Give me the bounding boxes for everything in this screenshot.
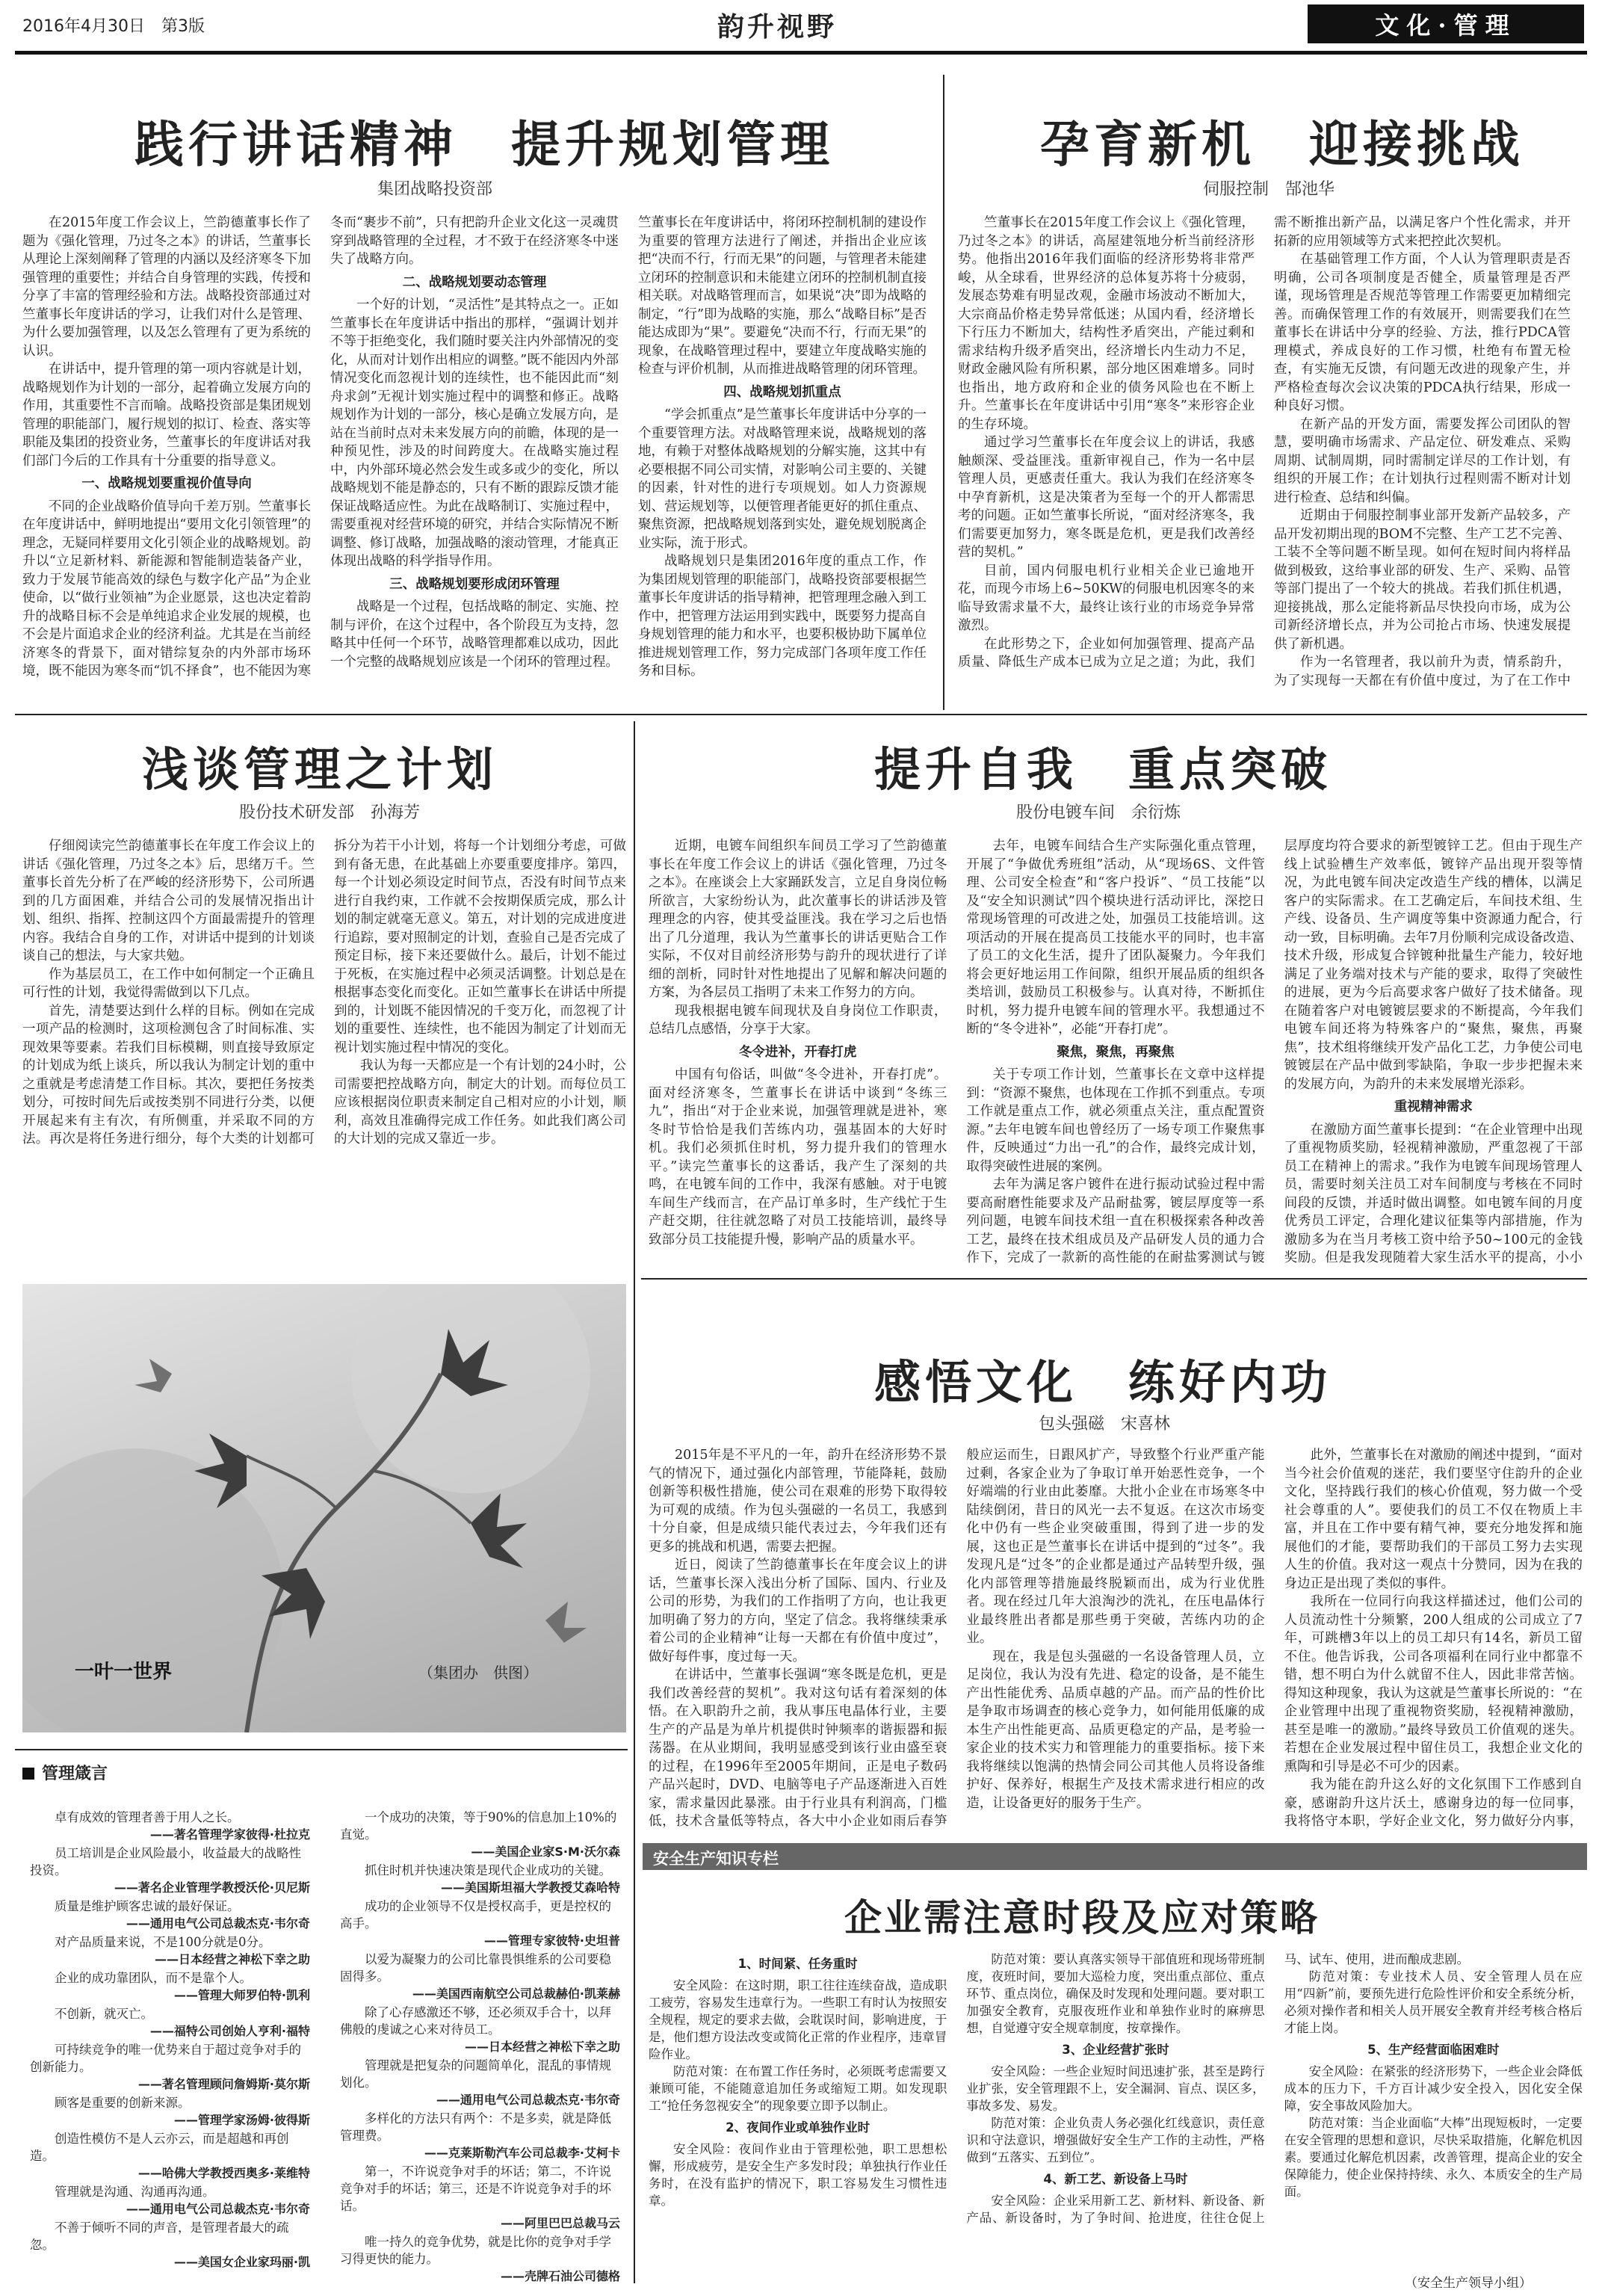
- photo-credit: （集团办 供图）: [418, 1664, 538, 1682]
- paragraph: 安全风险：在紧张的经济形势下，一些企业会降低成本的压力下，千方百计减少安全投入，因化安全保障，安全事故风险加大。: [1284, 2064, 1583, 2113]
- paragraph: 作为基层员工，在工作中如何制定一个正确且可行性的计划，我觉得需做到以下几点。: [22, 966, 315, 1000]
- byline-a1: 集团战略投资部: [377, 180, 493, 199]
- safety-column-bar: [643, 1843, 1587, 1870]
- subheading: 聚焦，聚焦，再聚焦: [1057, 1044, 1175, 1060]
- subheading: 四、战略规划抓重点: [723, 384, 841, 400]
- quote-text: 多样化的方法只有两个：不是多卖，就是降低管理费。: [340, 2111, 611, 2143]
- paragraph: 安全风险：在这时期，职工往往连续奋战，造成职工疲劳，容易发生违章行为。一些职工有时认为按照安全规程，规定的要求去做，会耽误时间，影响进度，于是，他们想方设法改变或简化正常的作业程序，违章冒险作业。: [649, 1978, 947, 2061]
- byline-a5: 包头强磁 宋喜林: [1039, 1415, 1171, 1434]
- paragraph: 2015年是不平凡的一年，韵升在经济形势不景气的情况下，通过强化内部管理，节能降耗，鼓励创新等积极性措施，使公司在艰难的形势下取得较为可观的成绩。作为包头强磁的一名员工，我感到十分自豪，但是成绩只能代表过去，今年我们还有更多的挑战和机遇，需要去把握。: [649, 1448, 947, 1555]
- quote-author: ——壳牌石油公司德格: [500, 2269, 620, 2283]
- paragraph: 通过学习竺董事长在年度会议上的讲话，我感触颇深、受益匪浅。重新审视自己，作为一名中层管理人员，更感责任重大。我认为我们在经济寒冬中孕育新机，这是决策者为至每一个的开人都需思考的问题。正如竺董事长所说，“面对经济寒冬，我们需要更加努力，寒冬既是危机，更是我们改善经营的契机。”: [958, 435, 1255, 560]
- headline-a2: 孕育新机 迎接挑战: [1040, 116, 1524, 173]
- headline-a5: 感悟文化 练好内功: [874, 1355, 1332, 1410]
- paragraph: 关于专项工作计划，竺董事长在文章中这样提到：“资源不聚焦，也体现在工作抓不到重点。专项工作就是重点工作，就必须重点关注，重点配置资源。”去年电镀车间也曾经历了一场专项工作聚焦事件，反映通过“力出一孔”的合作，最终完成计划，取得突破性进展的案例。: [966, 1067, 1265, 1174]
- section-label: 文化·管理: [1375, 11, 1517, 40]
- quote-author: ——阿里巴巴总裁马云: [500, 2216, 620, 2230]
- paragraph: 防范对策：当企业面临“大棒”出现短板时，一定要在安全管理的思想和意识，尽快采取措施，化解危机因素。要通过化解危机因素，改善管理，提高企业的安全保障能力，使企业保持持续、永久、本质安全的生产局面。: [1284, 2116, 1583, 2199]
- quote-author: ——克莱斯勒汽车公司总裁李·艾柯卡: [424, 2146, 620, 2160]
- photo-title: 一叶一世界: [75, 1661, 173, 1683]
- quote-author: ——哈佛大学教授西奥多·莱维特: [137, 2166, 310, 2180]
- quote-author: ——美国斯坦福大学教授艾森哈特: [440, 1880, 620, 1895]
- subheading: 4、新工艺、新设备上马时: [1043, 2172, 1188, 2186]
- quote-text: 质量是维护顾客忠诚的最好保证。: [55, 1899, 240, 1913]
- paragraph: 去年为满足客户镀件在进行振动试验过程中需要高耐磨性能要求及产品耐盐雾，镀层厚度等一系列问题，电镀车间技术组一直在积极探索各种改善工艺，最终在技术组成员及产品研发人员的通力合作下，完成了一款新的高性能的在耐盐雾测试与镀层厚度均符合要求的新型镀锌工艺。但由于现生产线上试验槽生产效率低，镀锌产品出现开裂等情况，为此电镀车间决定改造生产线的槽体，以满足客户的实际需求。在工艺确定后，车间技术组、生产线、设备员、生产调度等集中资源通力配合，行动一致，目标明确。去年7月份顺利完成设备改造、技术升级，形成复合锌镀种批量生产能力，较好地满足了业务端对技术与产能的要求，取得了突破性的进展，更为今后高要求客户做好了技术储备。现在随着客户对电镀镀层要求的不断提高，今年我们电镀车间还将为特殊客户的“聚焦，聚焦，再聚焦”，技术组将继续开发产品化工艺，力争使公司电镀镀层在产品中做到零缺陷，争取一步步把握未来的发展方向，为韵升的未来发展增光添彩。: [966, 839, 1583, 1265]
- quote-text: 员工培训是企业风险最小，收益最大的战略性投资。: [30, 1846, 301, 1877]
- subheading: 3、企业经营扩张时: [1062, 2043, 1169, 2057]
- article-a6-body: [649, 1951, 1583, 2268]
- subheading: 重视精神需求: [1394, 1099, 1473, 1114]
- byline-a4: 股份电镀车间 余衍炼: [1016, 803, 1181, 822]
- safety-column-label: 安全生产知识专栏: [653, 1850, 779, 1868]
- header-rule: [15, 51, 1587, 55]
- quote-author: ——福特公司创始人亨利·福特: [149, 2024, 310, 2038]
- section-badge: [1308, 4, 1584, 43]
- headline-a1: 践行讲话精神 提升规划管理: [134, 116, 834, 173]
- paragraph: 我所在一位同行向我这样描述过，他们公司的人员流动性十分频繁，200人组成的公司成立了7年，可跳槽3年以上的员工却只有14名，新员工留不住。他告诉我，公司各项福利在同行业中都靠不错，想不明白为什么就留不住人，因此非常苦恼。得知这种现象，我认为这就是竺董事长所说的：“在企业管理中出现了重视物资奖励，轻视精神激励，甚至是唯一的激励。”最终导致员工价值观的迷失。若想在企业发展过程中留住员工，我想企业文化的熏陶和引导是必不可少的因素。: [1284, 1594, 1583, 1774]
- headline-a4: 提升自我 重点突破: [874, 742, 1332, 797]
- quote-author: ——日本经营之神松下幸之助: [154, 1952, 310, 1966]
- byline-a3: 股份技术研发部 孙海芳: [239, 803, 421, 822]
- paragraph: 近期，电镀车间组织车间员工学习了竺韵德董事长在年度工作会议上的讲话《强化管理，乃过冬之本》。在座谈会上大家踊跃发言，立足自身岗位畅所欲言，大家纷纷认为，此次董事长的讲话涉及管理理念的内容，使其受益匪浅。我在学习之后也悟出了几分道理，我认为竺董事长的讲话更贴合工作实际，不仅对目前经济形势与韵升的现状进行了详细的剖析，同时针对性地提出了见解和解决问题的方案，为各层员工指明了未来工作努力的方向。: [649, 839, 947, 1000]
- quote-text: 对产品质量来说，不是100分就是0分。: [55, 1935, 271, 1949]
- paragraph: 竺董事长在2015年度工作会议上《强化管理，乃过冬之本》的讲话，高屋建瓴地分析当前经济形势。他指出2016年我们面临的经济形势将非常严峻，从全球看，世界经济的总体复苏将十分疲弱，发展态势难有明显改观，金融市场波动不断加大，大宗商品价格走势异常低迷；从国内看，经济增长下行压力不断加大，结构性矛盾突出，产能过剩和需求结构升级矛盾突出，经济增长内生动力不足，财政金融风险有所积累，部分地区困难增多。同时也指出，地方政府和企业的债务风险也在不断上升。竺董事长在年度讲话中引用“寒冬”来形容企业的生存环境。: [958, 215, 1255, 432]
- subheading: 2、夜间作业或单独作业时: [726, 2120, 870, 2135]
- quote-author: ——著名企业管理学教授沃伦·贝尼斯: [114, 1880, 310, 1895]
- paragraph: 我认为每一天都应是一个有计划的24小时，公司需要把控战略方向，制定大的计划。而每位员工应该根据岗位职责来制定自己相对应的小计划，顺利，高效且准确得完成工作任务。如此我们离公司的大计划的完成又靠近一步。: [334, 1058, 626, 1147]
- paragraph: 在激励方面竺董事长提到：“在企业管理中出现了重视物质奖励，轻视精神激励，严重忽视了干部员工在精神上的需求。”我作为电镀车间现场管理人员，需要时刻关注员工对车间制度与考核在不同时间段的反馈，并适时做出调整。如电镀车间的月度优秀员工评定，合理化建议征集等内部措施，作为激励多为在当月考核工资中给予50~100元的金钱奖励。但是我发现随着大家生活水平的提高，小小: [1284, 1122, 1583, 1265]
- quote-text: 企业的成功靠团队，而不是靠个人。: [55, 1971, 252, 1985]
- headline-a3: 浅谈管理之计划: [142, 742, 498, 797]
- quote-text: 一个成功的决策，等于90%的信息加上10%的直觉。: [340, 1810, 617, 1842]
- divider-row2: [641, 1278, 1587, 1280]
- subheading: 二、战略规划要动态管理: [402, 274, 547, 290]
- article-a2-body: [958, 214, 1571, 707]
- paragraph: 中国有句俗话，叫做“冬令进补，开春打虎”。面对经济寒冬，竺董事长在讲话中谈到“冬练三九”，指出“对于企业来说，加强管理就是进补，寒冬时节恰恰是我们苦练内功，强基固本的大好时机。我们必须抓住时机，努力提升我们的管理水平。”读完竺董事长的这番话，我产生了深刻的共鸣，在电镀车间的工作中，我深有感触。对于电镀车间生产线而言，在产品订单多时，生产线忙于生产赶交期，往往就忽略了对员工技能培训，最终导致部分员工技能提升慢，影响产品的质量水平。: [649, 1067, 947, 1247]
- paragraph: 我为能在韵升这么好的文化氛围下工作感到自豪，感谢韵升这片沃土，感谢身边的每一位同事，我将恪守本职，学好企业文化，努力做好分内事，: [1284, 1777, 1583, 1829]
- subheading: 一、战略规划要重视价值导向: [81, 476, 252, 491]
- headline-a6: 企业需注意时段及应对策略: [844, 1896, 1320, 1939]
- quote-author: ——管理专家彼特·史坦普: [483, 1934, 620, 1948]
- divider-quotes: [15, 1749, 628, 1750]
- article-a4-body: [649, 837, 1583, 1271]
- subheading: 冬令进补，开春打虎: [738, 1044, 857, 1060]
- quote-author: ——美国西南航空公司总裁赫伯·凯莱赫: [412, 1987, 620, 2001]
- quote-text: 第一，不许说竞争对手的坏话；第二，不许说竞争对手的坏话；第三，还是不许说竞争对手的坏话。: [340, 2164, 611, 2213]
- paragraph: 仔细阅读完竺韵德董事长在年度工作会议上的讲话《强化管理，乃过冬之本》后，思绪万千。竺董事长首先分析了在严峻的经济形势下，公司所遇到的几方面困难，并结合公司的发展情况指出计划、组织、指挥、控制这四个方面最需提升的管理内容。我结合自身的工作，对讲话中提到的计划谈谈自己的想法，与大家共勉。: [22, 839, 315, 963]
- paragraph: 防范对策：要认真落实领导干部值班和现场带班制度，夜班时间，要加大巡检力度，突出重点部位、重点环节、重点岗位，确保及时发现和处理问题。要对职工加强安全教育，克服夜班作业和单独作业时的麻痹思想，自觉遵守安全规章制度，按章操作。: [966, 1952, 1265, 2035]
- subheading: 5、生产经营面临困难时: [1367, 2043, 1500, 2057]
- paragraph: 在此形势之下，企业如何加强管理、提高产品质量、降低生产成本已成为立足之道；为此，我们需不断推出新产品，以满足客户个性化需求，并开拓新的应用领域等方式来把控此次契机。: [958, 215, 1571, 670]
- paragraph: 安全风险：一些企业短时间迅速扩张，甚至是跨行业扩张，安全管理跟不上，安全漏洞、盲点、误区多，事故多发、易发。: [966, 2064, 1265, 2113]
- divider-mid: [634, 721, 635, 2283]
- quote-text: 管理就是沟通、沟通再沟通。: [55, 2185, 215, 2199]
- quote-text: 管理就是把复杂的问题简单化，混乱的事情规划化。: [340, 2058, 611, 2090]
- article-a5-body: [649, 1446, 1583, 1835]
- subheading: 1、时间紧、任务重时: [737, 1957, 858, 1971]
- square-bullet-icon: [22, 1768, 34, 1780]
- quote-text: 唯一持久的竞争优势，就是比你的竞争对手学习得更快的能力。: [340, 2235, 611, 2266]
- paper-name: 韵升视野: [717, 11, 838, 43]
- quote-text: 以爱为凝聚力的公司比靠畏惧维系的公司要稳固得多。: [340, 1952, 611, 1984]
- quote-text: 卓有成效的管理者善于用人之长。: [55, 1810, 240, 1824]
- paragraph: 不同的企业战略价值导向千差万别。竺董事长在年度讲话中，鲜明地提出“要用文化引领管理”的理念，无疑同样要用文化引领企业的战略规划。韵升以“立足新材料、新能源和智能制造装备产业，致力于发展节能高效的绿色与数字化产品”为企业使命，以“做行业领袖”为企业愿景，这也决定着韵升的战略目标不会是单纯追求企业发展的规模，也不会是片面追求企业的经济利益。尤其是在当前经济寒冬的背景下，面对错综复杂的内外部市场环境，既不能因为寒冬而“饥不择食”，也不能因为寒冬而“裹步不前”，只有把韵升企业文化这一灵魂贯穿到战略管理的全过程，才不致于在经济寒冬中迷失了战略方向。: [22, 215, 619, 679]
- quotes-list: [30, 1809, 620, 2287]
- quote-author: ——通用电气公司总裁杰克·韦尔奇: [126, 1916, 310, 1931]
- paragraph: 此外，竺董事长在对激励的阐述中提到，“面对当今社会价值观的迷茫，我们要坚守住韵升的企业文化，坚持践行我们的核心价值观，努力做一个受社会尊重的人”。要使我们的员工不仅在物质上丰富，并且在工作中要有精气神，要充分地发挥和施展他们的才能，要帮助我们的干部员工努力去实现人生的价值。我对这一观点十分赞同，因为在我的身边正是出现了类似的事件。: [1284, 1448, 1583, 1591]
- paragraph: 在讲话中，竺董事长强调“寒冬既是危机，更是我们改善经营的契机”。我对这句话有着深刻的体悟。在入职韵升之前，我从事压电晶体行业，主要生产的产品是为单片机提供时钟频率的谐振器和振荡器。在从业期间，我明显感受到该行业由盛至衰的过程，在1996年至2005年期间，正是电子数码产品兴起时，DVD、电脑等电子产品逐渐进入百姓家，需求量因此暴涨。由于行业具有利润高，门槛低，技术含量低等特点，各大中小企业如雨后春笋般应运而生，日跟风扩产，导致整个行业严重产能过剩，各家企业为了争取订单开始恶性竞争，一个好端端的行业由此萎靡。大批小企业在市场寒冬中陆续倒闭，昔日的风光一去不复返。在这次市场变化中仍有一些企业突破重围，得到了进一步的发展，这也正是竺董事长在讲话中提到的“过冬”。我发现凡是“过冬”的企业都是通过产品转型升级，强化内部管理等措施最终脱颖而出，成为行业优胜者。现在经过几年大浪淘沙的洗礼，在压电晶体行业最终胜出者都是那些勇于突破，苦练内功的企业。: [649, 1448, 1265, 1829]
- divider-row1: [15, 714, 1587, 715]
- paragraph: 在基础管理工作方面，个人认为管理职责是否明确，公司各项制度是否健全，质量管理是否严谨，现场管理是否规范等管理工作需要更加精细完善。而确保管理工作的有效展开，则需要我们在竺董事长在讲话中分享的经验、方法，推行PDCA管理模式，养成良好的工作习惯，杜绝有布置无检查，有实施无反馈，有问题无改进的现象产生，并严格检查每次会议决策的PDCA执行结果，形成一种良好习惯。: [1274, 252, 1571, 413]
- paragraph: 近日，阅读了竺韵德董事长在年度会议上的讲话，竺董事长深入浅出分析了国际、国内、行业及公司的形势，为我们的工作指明了方向，也让我更加明确了努力的方向，坚定了信念。我将继续秉承着公司的企业精神“让每一天都在有价值中度过”，做好每件事，度过每一天。: [649, 1558, 947, 1664]
- quote-author: ——著名管理学家彼得·杜拉克: [149, 1827, 310, 1842]
- paragraph: 目前，国内伺服电机行业相关企业已逾地开花，而现今市场上6~50KW的伺服电机因寒冬的来临导致需求量不大，最终让该行业的市场竞争异常激烈。: [958, 563, 1255, 633]
- paragraph: 在新产品的开发方面，需要发挥公司团队的智慧，要明确市场需求、产品定位、研发难点、采购周期、试制周期，同时需制定详尽的工作计划，有组织的开展工作；在计划执行过程则需不断对计划进行检查、总结和纠偏。: [1274, 416, 1571, 505]
- paragraph: 防范对策：在布置工作任务时，必须既考虑需要又兼顾可能，不能随意追加任务或缩短工期。如发现职工“抢任务忽视安全”的现象要立即予以制止。: [649, 2064, 947, 2113]
- subheading: 三、战略规划要形成闭环管理: [389, 576, 560, 592]
- byline-a2: 伺服控制 郜池华: [1203, 180, 1335, 199]
- paragraph: 近期由于伺服控制事业部开发新产品较多，产品开发初期出现的BOM不完整、生产工艺不完善、工装不全等问题不断呈现。如何在短时间内将样品做到极致，这给事业部的研发、生产、采购、品管等部门提出了一个较大的挑战。若我们抓住机遇，迎接挑战，那么定能将新品尽快投向市场，成为公司新经济增长点，并为公司抢占市场、快速发展提供了新机遇。: [1274, 508, 1571, 652]
- quote-author: ——美国企业家S·M·沃尔森: [471, 1845, 620, 1859]
- paragraph: 首先，清楚要达到什么样的目标。例如在完成一项产品的检测时，这项检测包含了时间标准、实现效果等要素。若我们目标模糊，则直接导致原定的计划成为纸上谈兵，所以我认为制定计划的重中之重就是考虑清楚工作目标。其次，要把任务按类划分，可按时间先后或按类别不同进行分类，以便开展起来有主有次，有所侧重，并采取不同的方法。再次是将任务进行细分，每个大类的计划都可拆分为若干小计划，将每一个计划细分考虑，可做到有备无患，在此基础上亦要重要度排序。第四，每一个计划必须设定时间节点，否没有时间节点来进行自我约束，工作就不会按期保质完成，那么计划的制定就毫无意义。第五，对计划的完成进度进行追踪，要对照制定的计划，查验自己是否完成了预定目标，接下来还要做什么。最后，计划不能过于死板，在实施过程中必须灵活调整。计划总是在根据事态变化而变化。正如竺董事长在讲话中所提到的，计划既不能因情况的千变万化，而忽视了计划的重要性、连续性，也不能因为制定了计划而无视计划实施过程中情况的变化。: [22, 839, 626, 1147]
- quote-text: 抓住时机并快速决策是现代企业成功的关键。: [365, 1863, 611, 1877]
- quote-text: 顾客是重要的创新来源。: [55, 2096, 191, 2110]
- paragraph: 去年，电镀车间结合生产实际强化重点管理，开展了“争做优秀班组”活动，从“现场6S、文件管理、公司安全检查”和“客户投诉”、“员工技能”以及“安全知识测试”四个模块进行活动评比，深挖日常现场管理的可改进之处，加强员工技能培训。这项活动的开展在提高员工技能水平的同时，也丰富了员工的文化生活，提升了团队凝聚力。今年我们将会更好地运用工作间隙，组织开展品质的组织各类培训，鼓励员工积极参与。认真对待，不断抓住时机，努力提升电镀车间的管理水平。我想通过不断的“冬令进补”，必能“开春打虎”。: [966, 839, 1265, 1037]
- paragraph: 在讲话中，提升管理的第一项内容就是计划，战略规划作为计划的一部分，起着确立发展方向的作用，其重要性不言而喻。战略投资部是集团规划管理的职能部门，履行规划的拟订、检查、落实等职能及集团的投资业务，竺董事长的年度讲话对我们部门今后的工作具有十分重要的指导意义。: [22, 362, 311, 469]
- quote-text: 除了心存感激还不够，还必须双手合十，以拜佛般的虔诚之心来对待员工。: [340, 2005, 611, 2037]
- quote-author: ——通用电气公司总裁杰克·韦尔奇: [436, 2093, 620, 2107]
- quote-author: ——著名管理顾问詹姆斯·莫尔斯: [137, 2077, 310, 2091]
- paragraph: 战略是一个过程，包括战略的制定、实施、控制与评价，在这个过程中，各个阶段互为支持，忽略其中任何一个环节，战略管理都难以成功，因此一个完整的战略规划应该是一个闭环的管理过程。竺董事长在年度讲话中，将闭环控制机制的建设作为重要的管理方法进行了阐述，并指出企业应该把“决而不行，行而无果”的问题，与管理者未能建立闭环的控制意识和未能建立闭环的控制机制直接相关联。对战略管理而言，如果说“决”即为战略的制定，“行”即为战略的实施，那么“战略目标”是否能达成即为“果”。要避免“决而不行，行而无果”的现象，在战略管理过程中，要建立年度战略实施的检查与评价机制，从而推进战略管理的闭环管理。: [330, 215, 927, 670]
- paragraph: 战略规划只是集团2016年度的重点工作，作为集团规划管理的职能部门，战略投资部要根据竺董事长年度讲话的指导精神，把管理理念融入到工作中，把管理方法运用到实践中，既要努力提高自身规划管理的能力和水平，也要积极协助下属单位推进规划管理工作，努力完成部门各项年度工作任务和目标。: [638, 554, 927, 679]
- quotes-label-text: 管理箴言: [42, 1765, 108, 1783]
- quote-text: 创造性模仿不是人云亦云，而是超越和再创造。: [30, 2132, 289, 2163]
- article-a3-body: [22, 837, 626, 1271]
- paragraph: 防范对策：企业负责人务必强化红线意识，责任意识和守法意识，增强做好安全生产工作的主动性，严格做到“五落实、五到位”。: [966, 2116, 1265, 2164]
- paragraph: 安全风险：夜间作业由于管理松弛，职工思想松懈，形成疲劳，是安全生产多发时段；单独执行作业任务时，在没有监护的情况下，职工容易发生习惯性违章。: [649, 2142, 947, 2208]
- quote-author: ——通用电气公司总裁杰克·韦尔奇: [126, 2202, 310, 2216]
- date-page: 2016年4月30日 第3版: [22, 17, 205, 36]
- divider-top: [943, 75, 944, 710]
- quote-author: ——管理大师罗伯特·凯利: [173, 1988, 310, 2002]
- quote-author: ——美国女企业家玛丽·凯: [173, 2255, 310, 2269]
- quotes-section-label: [22, 1761, 108, 1784]
- quote-text: 可持续竞争的唯一优势来自于超过竞争对手的创新能力。: [30, 2043, 301, 2074]
- paragraph: 作为一名管理者，我以前升为责，情系韵升，为了实现每一天都在有价值中度过，为了在工作中: [1274, 655, 1571, 688]
- paragraph: 在2015年度工作会议上，竺韵德董事长作了题为《强化管理，乃过冬之本》的讲话，竺董事长从理论上深刻阐释了管理的内涵以及经济寒冬下加强管理的重要性；并结合自身管理的实践，传授和分享了丰富的管理经验和方法。战略投资部通过对竺董事长年度讲话的学习，让我们对什么是管理、为什么要加强管理，以及怎么管理有了更为系统的认识。: [22, 215, 311, 359]
- quote-author: ——管理学家汤姆·彼得斯: [173, 2113, 310, 2127]
- paragraph: 安全风险：企业采用新工艺、新材料、新设备、新产品、新设备时，为了争时间、抢进度，往往仓促上马、试车、使用，进而酿成悲剧。: [966, 1952, 1470, 2225]
- quote-text: 不创新，就灭亡。: [55, 2007, 153, 2021]
- paragraph: 现我根据电镀车间现状及自身岗位工作职责，总结几点感悟，分享于大家。: [649, 1003, 947, 1037]
- paragraph: 现在，我是包头强磁的一名设备管理人员，立足岗位，我认为没有先进、稳定的设备，是不能生产出性能优秀、品质卓越的产品。而产品的性价比是争取市场调查的核心竞争力，如何能用低廉的成本生产出性能更高、品质更稳定的产品，是考验一家企业的技术实力和管理能力的重要指标。接下来我将继续以饱满的热情会同公司其他人员将设备维护好、保养好，根据生产及技术需求进行相应的改造，让设备更好的服务于生产。: [966, 1649, 1265, 1811]
- quote-text: 不善于倾听不同的声音，是管理者最大的疏忽。: [30, 2221, 289, 2252]
- quote-text: 成功的企业领导不仅是授权高手，更是控权的高手。: [340, 1899, 611, 1931]
- paragraph: 一个好的计划，“灵活性”是其特点之一。正如竺董事长在年度讲话中指出的那样，“强调计划并不等于拒绝变化，我们随时要关注内外部情况的变化，从而对计划作出相应的调整。”既不能因内外部情况变化而忽视计划的连续性，也不能因此而“刻舟求剑”无视计划实施过程中的调整和修正。战略规划作为计划的一部分，核心是确立发展方向，是站在当前时点对未来发展方向的前瞻，体现的是一种预见性，涉及的时间跨度大。在战略实施过程中，内外部环境必然会发生或多或少的变化，所以战略规划不能是静态的，只有不断的跟踪反馈才能保证战略适应性。为此在战略制订、实施过程中，需要重视对经营环境的研究，并结合实际情况不断调整、修订战略，加强战略的滚动管理，才能真正体现出战略的科学指导作用。: [330, 297, 619, 569]
- article-a1-body: [22, 214, 927, 707]
- paragraph: “学会抓重点”是竺董事长年度讲话中分享的一个重要管理方法。对战略管理来说，战略规划的落地，有赖于对整体战略规划的分解实施，这其中有必要根据不同公司实情，对影响公司主要的、关键的因素，针对性的进行专项规划。如人力资源规划、营运规划等，以便管理者能更好的抓住重点、聚焦资源，把战略规划落到实处，避免规划脱离企业实际，流于形式。: [638, 407, 927, 551]
- paragraph: 防范对策：专业技术人员、安全管理人员在应用“四新”前，要预先进行危险性评价和安全系统分析，必须对操作者和相关人员开展安全教育并经考核合格后才能上岗。: [1284, 1969, 1583, 2035]
- safety-source: （安全生产领导小组）: [1405, 2276, 1532, 2291]
- quote-author: ——日本经营之神松下幸之助: [464, 2040, 620, 2054]
